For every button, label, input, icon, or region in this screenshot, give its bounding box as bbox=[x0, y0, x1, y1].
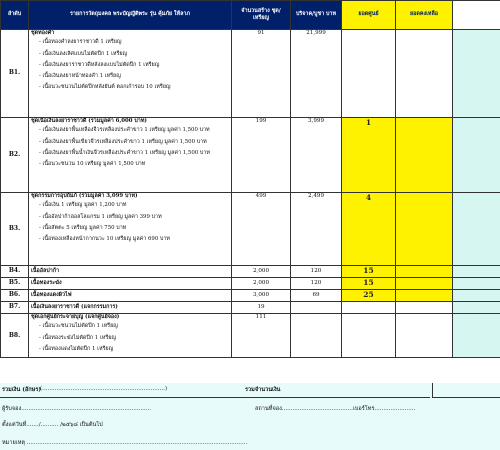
table-row bbox=[1, 314, 500, 358]
row-target[interactable] bbox=[342, 30, 396, 118]
row-title: ชุดทองคำ bbox=[31, 30, 55, 36]
row-item: - เนื้อเงิน 1 เหรียญ มูลค่า 1,200 บาท bbox=[39, 202, 127, 209]
row-remain[interactable] bbox=[396, 290, 453, 302]
row-remain[interactable] bbox=[396, 302, 453, 314]
row-item: - เนื้อทองเหลืองหน้ากากนวะ 10 เหรียญ มูลค่า 690 บาท bbox=[39, 236, 170, 243]
row-extra bbox=[453, 193, 500, 266]
row-target[interactable]: 15 bbox=[342, 266, 396, 278]
row-price: 3,999 bbox=[291, 118, 342, 193]
row-item: - เนื้อเงินลงยาพื้นน้ำเงินจีวรเหลืองประคำขาว 1 เหรียญ มูลค่า 1,500 บาท bbox=[39, 149, 210, 156]
row-price bbox=[291, 302, 342, 314]
total-sum-box[interactable] bbox=[432, 383, 500, 398]
table-row bbox=[1, 118, 500, 193]
row-item: - เนื้อเงินลงยาราชาวดีหลังลงแบบไม่ตัดปีก 1 เหรียญ bbox=[39, 61, 160, 68]
row-remain[interactable] bbox=[396, 278, 453, 290]
row-remain[interactable] bbox=[396, 193, 453, 266]
start-date-line: ตั้งแต่วันที่......./.......... /๒๕๖๘ เป็นต้นไป bbox=[2, 422, 103, 428]
row-description bbox=[29, 278, 232, 290]
row-description bbox=[29, 118, 232, 193]
table-row bbox=[1, 266, 500, 278]
row-title: เนื้อทองระฆัง bbox=[31, 279, 62, 286]
row-remain[interactable] bbox=[396, 30, 453, 118]
row-code: B4. bbox=[1, 266, 29, 278]
row-code: B5. bbox=[1, 278, 29, 290]
note-line: หมายเหตุ ............................................................................................................................ bbox=[2, 440, 248, 446]
row-target[interactable]: 25 bbox=[342, 290, 396, 302]
row-extra bbox=[453, 290, 500, 302]
row-code: B2. bbox=[1, 118, 29, 193]
row-description bbox=[29, 290, 232, 302]
row-quantity: 19 bbox=[232, 302, 291, 314]
row-item: - เนื้อเงินลงเลิศแบบไม่ตัดปีก 1 เหรียญ bbox=[39, 50, 128, 57]
row-extra bbox=[453, 314, 500, 358]
header-desc: รายการวัตถุมงคล พระบัญญัติพระ รุ่น คุ้มภัย ให้ลาภ bbox=[29, 1, 232, 30]
row-extra bbox=[453, 118, 500, 193]
row-code: B6. bbox=[1, 290, 29, 302]
row-item: - เนื้อนวะชนวนไม่ตัดปีก 1 เหรียญ bbox=[39, 323, 118, 330]
row-title: ชุดเอกศูนย์กระจายบุญ (แจกศูนย์จอง) bbox=[31, 314, 120, 320]
table-row bbox=[1, 302, 500, 314]
row-extra bbox=[453, 30, 500, 118]
row-item: - เนื้อนวะชนวนไม่ตัดปีกหลังยันต์ ตอกเก้ารอบ 10 เหรียญ bbox=[39, 84, 171, 91]
table-row bbox=[1, 278, 500, 290]
table-row bbox=[1, 193, 500, 266]
row-title: ชุดเนื้อเงินลงยาราชาวดี (รวมมูลค่า 6,000 บาท) bbox=[31, 118, 147, 124]
header-price: บริจาค/บูชา บาท bbox=[291, 1, 342, 30]
row-target[interactable]: 15 bbox=[342, 278, 396, 290]
row-item: - เนื้อเงินลงยาพื้นเขียวจีวรเหลืองประคำขาว 1 เหรียญ มูลค่า 1,500 บาท bbox=[39, 138, 207, 145]
row-quantity: 199 bbox=[232, 118, 291, 193]
header-remain: ยอดคงเหลือ bbox=[396, 1, 453, 30]
row-code: B8. bbox=[1, 314, 29, 358]
row-item: - เนื้อเงินลงยาหน้าทองคำ 1 เหรียญ bbox=[39, 73, 121, 80]
total-sum-label: รวมจำนวนเงิน bbox=[245, 387, 281, 393]
row-item: - เนื้อทองระฆังไม่ตัดปีก 1 เหรียญ bbox=[39, 334, 116, 341]
row-description bbox=[29, 314, 232, 358]
table-row bbox=[1, 290, 500, 302]
row-description bbox=[29, 30, 232, 118]
row-quantity: 2,000 bbox=[232, 266, 291, 278]
row-item: - เนื้อนวะชนวน 10 เหรียญ มูลค่า 1,500 บาท bbox=[39, 161, 146, 168]
row-item: - เนื้อทองคำลงยาราชาวดี 1 เหรียญ bbox=[39, 39, 122, 46]
row-extra bbox=[453, 302, 500, 314]
row-target[interactable]: 1 bbox=[342, 118, 396, 193]
row-title: เนื้ออัลปาก้า bbox=[31, 267, 60, 274]
row-item: - เนื้อสัตตะ 5 เหรียญ มูลค่า 750 บาท bbox=[39, 224, 127, 231]
total-words-label: รวมเงิน (อักษร) bbox=[2, 387, 41, 393]
row-quantity: 499 bbox=[232, 193, 291, 266]
row-price: 120 bbox=[291, 266, 342, 278]
header-extra bbox=[453, 1, 500, 30]
row-quantity: 111 bbox=[232, 314, 291, 358]
place-phone-field[interactable]: สถานที่จอง........................................เบอร์โทร....................... bbox=[255, 406, 416, 412]
row-price: 120 bbox=[291, 278, 342, 290]
row-item: - เนื้อทองแดงไม่ตัดปีก 1 เหรียญ bbox=[39, 345, 114, 352]
row-remain[interactable] bbox=[396, 266, 453, 278]
row-code: B3. bbox=[1, 193, 29, 266]
total-row bbox=[0, 383, 430, 398]
total-words-field[interactable]: (.....................................................................) bbox=[40, 386, 168, 392]
table-header-row bbox=[1, 1, 500, 30]
row-price bbox=[291, 314, 342, 358]
row-code: B1. bbox=[1, 30, 29, 118]
row-item: - เนื้ออัลปาก้าฮอลโลแกรม 1 เหรียญ มูลค่า 399 บาท bbox=[39, 213, 162, 220]
row-target[interactable] bbox=[342, 314, 396, 358]
header-code: ลำดับ bbox=[1, 1, 29, 30]
row-description bbox=[29, 193, 232, 266]
row-quantity: 3,000 bbox=[232, 290, 291, 302]
row-remain[interactable] bbox=[396, 118, 453, 193]
header-target: ยอดศูนย์ bbox=[342, 1, 396, 30]
row-price: 2,499 bbox=[291, 193, 342, 266]
booker-field[interactable]: ผู้รับจอง......................................................................... bbox=[2, 406, 152, 412]
row-target[interactable]: 4 bbox=[342, 193, 396, 266]
row-extra bbox=[453, 278, 500, 290]
row-quantity: 2,000 bbox=[232, 278, 291, 290]
header-quantity: จำนวนสร้าง ชุด/เหรียญ bbox=[232, 1, 291, 30]
row-item: - เนื้อเงินลงยาพื้นเหลืองจีวรเหลืองประคำขาว 1 เหรียญ มูลค่า 1,500 บาท bbox=[39, 127, 210, 134]
row-price: 21,999 bbox=[291, 30, 342, 118]
row-code: B7. bbox=[1, 302, 29, 314]
row-description bbox=[29, 266, 232, 278]
row-description bbox=[29, 302, 232, 314]
row-target[interactable] bbox=[342, 302, 396, 314]
order-footer bbox=[0, 383, 500, 450]
row-title: เนื้อเงินลงยาราชาวดี (แจกกรรมการ) bbox=[31, 303, 118, 310]
row-quantity: 91 bbox=[232, 30, 291, 118]
row-title: เนื้อทองแดงผิวไฟ bbox=[31, 291, 72, 298]
row-price: 69 bbox=[291, 290, 342, 302]
row-title: ชุดกรรมการอุปถัมภ์ (รวมมูลค่า 3,099 บาท) bbox=[31, 193, 138, 199]
row-remain[interactable] bbox=[396, 314, 453, 358]
row-extra bbox=[453, 266, 500, 278]
table-row bbox=[1, 30, 500, 118]
